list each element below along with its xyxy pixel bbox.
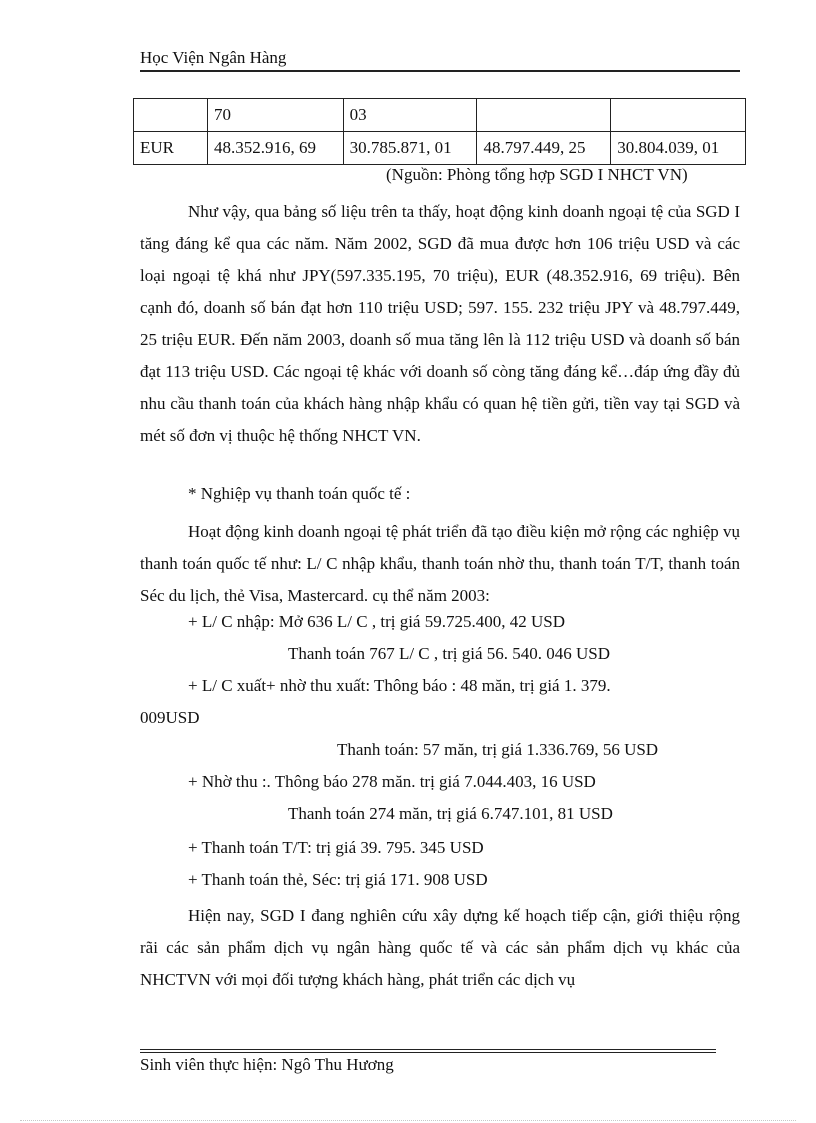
footer-rule (140, 1052, 716, 1053)
table-cell (477, 99, 611, 132)
list-item: + L/ C nhập: Mở 636 L/ C , trị giá 59.725.400, 42 USD (188, 612, 565, 631)
page-footer: Sinh viên thực hiện: Ngô Thu Hương (140, 1055, 394, 1074)
list-item: 009USD (140, 708, 200, 727)
table-cell: 03 (343, 99, 477, 132)
list-item: + L/ C xuất+ nhờ thu xuất: Thông báo : 48 măn, trị giá 1. 379. (188, 676, 611, 695)
paragraph-1: Như vậy, qua bảng số liệu trên ta thấy, hoạt động kinh doanh ngoại tệ của SGD I tăng đáng kể qua các năm. Năm 2002, SGD đã mua được hơn 106 triệu USD và các loại ngoại tệ khá như JPY(597.335.195, 70 triệu), EUR (48.352.916, 69 triệu). Bên cạnh đó, doanh số bán đạt hơn 110 triệu USD; 597. 155. 232 triệu JPY và 48.797.449, 25 triệu EUR. Đến năm 2003, doanh số mua tăng lên là 112 triệu USD và doanh số bán đạt 113 triệu USD. Các ngoại tệ khác với doanh số còng tăng đáng kể…đáp ứng đầy đủ nhu cầu thanh toán của khách hàng nhập khẩu có quan hệ tiền gửi, tiền vay tại SGD và mét số đơn vị thuộc hệ thống NHCT VN. (140, 202, 740, 445)
paragraph-2: Hoạt động kinh doanh ngoại tệ phát triển đã tạo điều kiện mở rộng các nghiệp vụ thanh toán quốc tế như: L/ C nhập khẩu, thanh toán nhờ thu, thanh toán T/T, thanh toán Séc du lịch, thẻ Visa, Mastercard. cụ thể năm 2003: (140, 522, 740, 605)
data-table (133, 98, 746, 165)
table-cell (134, 99, 208, 132)
table-row (134, 99, 746, 132)
page-header-title: Học Viện Ngân Hàng (140, 48, 287, 67)
source-note: (Nguồn: Phòng tổng hợp SGD I NHCT VN) (386, 165, 688, 184)
table-cell: EUR (134, 132, 208, 165)
list-item: + Thanh toán T/T: trị giá 39. 795. 345 USD (188, 838, 484, 857)
table-cell: 30.785.871, 01 (343, 132, 477, 165)
list-item: Thanh toán 274 măn, trị giá 6.747.101, 81 USD (288, 804, 613, 823)
table-row (134, 132, 746, 165)
footer-rule (140, 1049, 716, 1050)
section-heading: * Nghiệp vụ thanh toán quốc tế : (188, 484, 411, 503)
table-cell (611, 99, 746, 132)
table-cell: 48.797.449, 25 (477, 132, 611, 165)
table-cell: 48.352.916, 69 (208, 132, 344, 165)
list-item: + Nhờ thu :. Thông báo 278 măn. trị giá 7.044.403, 16 USD (188, 772, 596, 791)
table-cell: 30.804.039, 01 (611, 132, 746, 165)
paragraph-3: Hiện nay, SGD I đang nghiên cứu xây dựng kế hoạch tiếp cận, giới thiệu rộng rãi các sản phẩm dịch vụ ngân hàng quốc tế và các sản phẩm dịch vụ khác của NHCTVN với mọi đối tượng khách hàng, phát triển các dịch vụ (140, 906, 740, 989)
header-rule (140, 70, 740, 72)
table-cell: 70 (208, 99, 344, 132)
list-item: + Thanh toán thẻ, Séc: trị giá 171. 908 USD (188, 870, 488, 889)
page-edge (20, 1120, 796, 1121)
list-item: Thanh toán: 57 măn, trị giá 1.336.769, 56 USD (337, 740, 659, 759)
list-item: Thanh toán 767 L/ C , trị giá 56. 540. 046 USD (288, 644, 611, 663)
